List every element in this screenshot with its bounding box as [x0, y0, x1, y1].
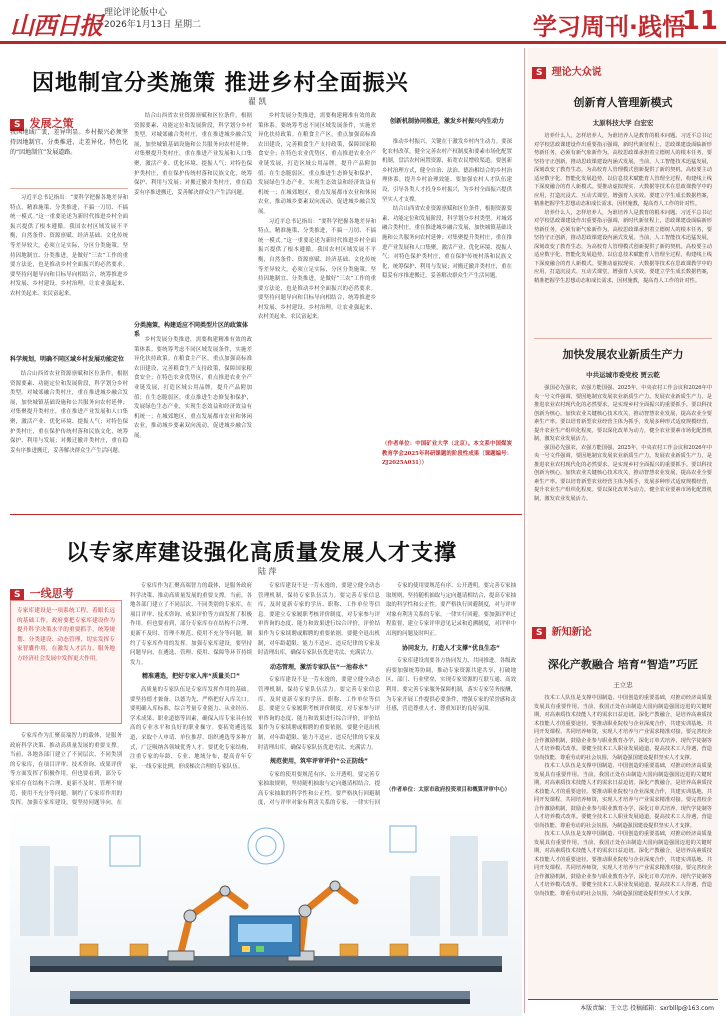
- editor-footer: 本版责编：王立忠 投稿邮箱：sxrblllp@163.com: [528, 999, 718, 1013]
- sidebar-column: [528, 48, 718, 1013]
- article2-body1b: [130, 582, 252, 804]
- article2-body1: [10, 732, 122, 807]
- article2-label-text: 一线思考: [29, 587, 74, 600]
- right-label-2-text: 新知新论: [551, 627, 592, 638]
- main-column: [10, 48, 522, 1013]
- masthead: [0, 0, 726, 44]
- article1-sub3: 创新机制协同推进，激发乡村振兴内生动力: [389, 118, 504, 125]
- meta-line-2: 2026年1月13日 星期二: [104, 20, 201, 30]
- article2-section-label: [10, 582, 74, 601]
- article1-body2b: [134, 112, 252, 312]
- article1-note: （作者单位：中国矿业大学（北京）。本文系中国煤炭教育学会2025年科研课题的阶段性成果〔课题编号：ZJ2025A031〕）: [382, 441, 512, 467]
- right-section-label-2: [532, 620, 592, 639]
- column-divider: [524, 48, 525, 1013]
- paragraph: 结合山西省农业资源禀赋和区位条件，根据资源要素、功能定位和发展阶段，科学划分乡村类型。对城郊融合类村庄，重在推进城乡融合发展，加快城镇基础设施和公共服务向农村延伸；对集聚提升类村庄，重在推进产业发展和人口集聚，激活产业、优化环境、提振人气；对特色保护类村庄，重在保护传统村落和民族文化，统筹保护、利用与发展；对搬迁撤并类村庄，重在稳妥有序推进搬迁，妥善解决群众生产生活问题。: [134, 113, 252, 196]
- s-badge-icon: S: [532, 67, 546, 79]
- article2-sub4: 协同发力，打造人才支撑“优良生态”: [402, 644, 500, 652]
- right-section-label-1: [532, 60, 602, 79]
- paragraph: 专家的使用要规范有序、公开透明。要完善专家抽取规则，坚持随机抽取与定向邀请相结合，提高专家抽取的科学性和公正性。要严格执行回避制度，对与评审对象有利害关系的专家，一律实行回: [258, 771, 380, 807]
- right-article3-body: [534, 694, 712, 994]
- editor-note-text: 专家库建设是一项系统工程，着眼长远的基础工作。政府要把专家库建设作为提升科学决策水平的重要抓手，统筹规划、分类建设、动态管理，切实发挥专家智囊作用，在激发人才活力、服务地方经济社会发展中发挥更大作用。: [17, 608, 115, 662]
- right-article2-author: 中共运城市委党校 贾云乾: [586, 371, 660, 379]
- paragraph: 结合山西省农业资源禀赋和区位条件，根据资源要素、功能定位和发展阶段，科学划分乡村类型。对城郊融合类村庄，重在推进城乡融合发展，加快城镇基础设施和公共服务向农村延伸；对集聚提升类村庄，重在推进产业发展和人口集聚，激活产业、优化环境、提振人气；对特色保护类村庄，重在保护传统村落和民族文化，统筹保护、利用与发展；对搬迁撤并类村庄，重在稳妥有序推进搬迁，妥善解决群众生产生活问题。: [10, 371, 128, 454]
- divider: [534, 338, 712, 339]
- article1-author: 翟 凯: [248, 97, 267, 106]
- s-badge-icon: S: [532, 627, 546, 639]
- right-article1-body: [534, 132, 712, 332]
- paragraph: 推动乡村振兴，关键在于激发乡村内生动力。要深化农村改革，健全完善农村产权制度和要素市场化配置机制，盘活农村闲置资源，拓宽农民增收渠道。要创新乡村治理方式，健全自治、法治、德治相结合的乡村治理体系，提升乡村治理效能。要加强农村人才队伍建设，引导各类人才投身乡村振兴，为乡村全面振兴提供坚实人才支撑。: [382, 139, 512, 203]
- article1-sub1: 科学规划，明确不同区域乡村发展功能定位: [10, 356, 125, 363]
- article2-body3: [386, 582, 516, 782]
- article2-author: 陆 萍: [258, 567, 277, 576]
- paragraph: 习近平总书记指出：“要科学把握各地差异和特点，精准施策、分类推进，不搞一刀切、不搞统一模式。”这一重要论述为新时代推进乡村全面振兴提供了根本遵循。我国农村区域发展不平衡，自然条件、资源禀赋、经济基础、文化传统等差异较大，必须立足实际，分区分类施策。坚持因地制宜、分类推进，是做好“三农”工作的重要方法论，也是推动乡村全面振兴的必然要求。要坚持问题导向和目标导向相结合，统筹推进乡村发展、乡村建设、乡村治理，让农业强起来、农村美起来、农民富起来。: [258, 218, 376, 321]
- paragraph: 乡村发展分类推进，需要构建精准有效的政策体系。要统筹考虑不同区域发展条件，实施差异化扶持政策。在粮食主产区，重点加强高标准农田建设，完善粮食生产支持政策，保障国家粮食安全；在特色农业优势区，重点推进农业全产业链发展，打造区域公用品牌，提升产品附加值；在生态脆弱区，重点推进生态修复和保护，发展绿色生态产业，实现生态效益和经济效益有机统一；在城郊地区，重点发展都市农业和休闲农业，推动城乡要素双向流动，促进城乡融合发展。: [258, 113, 376, 215]
- s-badge-icon: S: [10, 589, 24, 601]
- article2-sub3: 规范使用，筑牢评审评价“公正防线”: [270, 758, 368, 766]
- article1-body4: [382, 138, 512, 438]
- divider: [10, 188, 128, 189]
- paragraph: 强国必先强农，农强方能国强。2025年，中央农村工作会议和2026年中央一号文件强调，要因地制宜发展农业新质生产力。发展农业新质生产力，是推进农业农村现代化的必然要求，是实现乡村全面振兴的重要抓手。要以科技创新为核心，加快农业关键核心技术攻关，推动智慧农业发展，提高农业全要素生产率。要以培育新型农业经营主体为抓手，发展多种形式适度规模经营，提升农业生产组织化程度。要以深化改革为动力，健全农业要素市场化配置机制，激发农业发展活力。: [534, 444, 712, 502]
- paragraph: 专家库作为汇聚高端智力的载体，是服务政府科学决策、推动高质量发展的重要支撑。当前，各地各部门建立了不同层次、不同类别的专家库，在项目评审、技术咨询、成果评价等方面发挥了积极作用。但也要看到，部分专家库存在结构不合理、更新不及时、管理不规范、使用不充分等问题，制约了专家库作用的发挥。加强专家库建设，要坚持问题导向，在: [10, 733, 122, 807]
- article1-body3: [134, 336, 252, 508]
- article2-note: （作者单位：太原市政府投资项目和概算评审中心）: [386, 787, 510, 793]
- paragraph: 专家库建设不是一劳永逸的，要建立健全动态管理机制，保持专家队伍活力。要完善专家信息库，及时更新专家的学历、职称、工作单位等信息。要建立专家履职考核评价制度，对专家参与评审咨询的态度、能力和效果进行综合评价，评价结果作为专家续聘或解聘的重要依据。要健全退出机制，对年龄超限、能力不适应、违反纪律的专家及时清理出库，确保专家队伍优进劣汰、充满活力。: [258, 583, 380, 657]
- article2-body2: [258, 582, 380, 807]
- right-label-1-text: 理论大众说: [551, 67, 602, 78]
- issue-meta: [104, 7, 201, 31]
- paragraph: 培养什么人，怎样培养人，为谁培养人是教育的根本问题。习近平总书记对学校思政课建设作出重要指示强调，新时代新征程上，思政课建设面临新形势新任务，必须有新气象新作为。高校思政课承担着立德树人的根本任务，要坚持守正创新，推动思政课建设内涵式发展。当前，人工智能技术迅猛发展，深刻改变了教育生态，为高校育人管理模式创新提供了新的契机。高校要主动适应数字化、智能化发展趋势，以信息技术赋能育人管理全过程，构建线上线下深度融合的育人新模式。要推动虚拟现实、大数据等技术在思政课教学中的应用，打造沉浸式、互动式课堂，增强育人实效。要建立学生成长数据档案，精准把握学生思想动态和成长需求，因材施教，提高育人工作的针对性。: [534, 133, 712, 207]
- right-article2-title: 加快发展农业新质生产力: [562, 348, 684, 361]
- paragraph: 专家库建设不是一劳永逸的，要建立健全动态管理机制，保持专家队伍活力。要完善专家信息库，及时更新专家的学历、职称、工作单位等信息。要建立专家履职考核评价制度，对专家参与评审咨询的态度、能力和效果进行综合评价，评价结果作为专家续聘或解聘的重要依据。要健全退出机制，对年龄超限、能力不适应、违反纪律的专家及时清理出库，确保专家队伍优进劣汰、充满活力。: [258, 677, 380, 751]
- article-divider: [10, 514, 522, 515]
- paragraph: 乡村发展分类推进，需要构建精准有效的政策体系。要统筹考虑不同区域发展条件，实施差异化扶持政策。在粮食主产区，重点加强高标准农田建设，完善粮食生产支持政策，保障国家粮食安全；在特色农业优势区，重点推进农业全产业链发展，打造区域公用品牌，提升产品附加值；在生态脆弱区，重点推进生态修复和保护，发展绿色生态产业，实现生态效益和经济效益有机统一；在城郊地区，重点发展都市农业和休闲农业，推动城乡要素双向流动，促进城乡融合发展。: [134, 337, 252, 439]
- article1-body3b: [258, 112, 376, 508]
- article1-title: 因地制宜分类施策 推进乡村全面振兴: [32, 71, 409, 96]
- editor-note-box: [10, 600, 122, 724]
- section-title: 学习周刊·践悟: [532, 13, 686, 41]
- paragraph: 高质量的专家队伍是专家库发挥作用的基础。要坚持德才兼备、以德为先，严格把好入库关口。要明确入库标准，综合考量专业能力、从业经历、学术成果、职业道德等因素，确保入库专家具有较高的专业水平和良好的职业操守。要拓宽遴选渠道，采取个人申请、单位推荐、组织遴选等多种方式，广泛吸纳各领域优秀人才。要优化专家结构，注重专家的年龄、专业、地域分布，提高青年专家、一线专家比例，形成梯次合理的专家队伍。: [130, 686, 252, 770]
- newspaper-logo: 山西日报: [10, 11, 102, 40]
- article2-sub2: 动态管理，激活专家队伍“一池春水”: [270, 663, 368, 671]
- paragraph: 专家库作为汇聚高端智力的载体，是服务政府科学决策、推动高质量发展的重要支撑。当前，各地各部门建立了不同层次、不同类别的专家库，在项目评审、技术咨询、成果评价等方面发挥了积极作用。但也要看到，部分专家库存在结构不合理、更新不及时、管理不规范、使用不充分等问题，制约了专家库作用的发挥。加强专家库建设，要坚持问题导向，在遴选、管理、使用、保障等环节持续发力。: [130, 583, 252, 666]
- article2-sub1: 精准遴选，把好专家入库“质量关口”: [142, 673, 240, 681]
- paragraph: 技术工人队伍是支撑中国制造、中国创造的重要基础，对推动经济高质量发展具有重要作用。当前，我国正处在由制造大国向制造强国迈进的关键时期，对高素质技术技能人才的需求日益迫切。深化产教融合，是培养高素质技术技能人才的重要途径。要推动职业院校与企业深度合作，共建实训基地、共同开发课程、共同培养师资，实现人才培养与产业需求精准对接。要完善校企合作激励机制，鼓励企业参与职业教育办学，深化订单式培养、现代学徒制等人才培养模式改革。要健全技术工人职业发展通道，提高技术工人待遇，营造崇尚技能、尊重劳动的社会氛围，为制造强国建设提供坚实人才支撑。: [534, 831, 712, 897]
- meta-line-1: 理论评论版中心: [104, 8, 168, 18]
- paragraph: 培养什么人，怎样培养人，为谁培养人是教育的根本问题。习近平总书记对学校思政课建设作出重要指示强调，新时代新征程上，思政课建设面临新形势新任务，必须有新气象新作为。高校思政课承担着立德树人的根本任务，要坚持守正创新，推动思政课建设内涵式发展。当前，人工智能技术迅猛发展，深刻改变了教育生态，为高校育人管理模式创新提供了新的契机。高校要主动适应数字化、智能化发展趋势，以信息技术赋能育人管理全过程，构建线上线下深度融合的育人新模式。要推动虚拟现实、大数据等技术在思政课教学中的应用，打造沉浸式、互动式课堂，增强育人实效。要建立学生成长数据档案，精准把握学生思想动态和成长需求，因材施教，提高育人工作的针对性。: [534, 209, 712, 284]
- paragraph: 技术工人队伍是支撑中国制造、中国创造的重要基础，对推动经济高质量发展具有重要作用。当前，我国正处在由制造大国向制造强国迈进的关键时期，对高素质技术技能人才的需求日益迫切。深化产教融合，是培养高素质技术技能人才的重要途径。要推动职业院校与企业深度合作，共建实训基地、共同开发课程、共同培养师资，实现人才培养与产业需求精准对接。要完善校企合作激励机制，鼓励企业参与职业教育办学，深化订单式培养、现代学徒制等人才培养模式改革。要健全技术工人职业发展通道，提高技术工人待遇，营造崇尚技能、尊重劳动的社会氛围，为制造强国建设提供坚实人才支撑。: [534, 695, 712, 761]
- right-article1-title: 创新育人管理新模式: [573, 96, 673, 109]
- paragraph: 强国必先强农，农强方能国强。2025年，中央农村工作会议和2026年中央一号文件强调，要因地制宜发展农业新质生产力。发展农业新质生产力，是推进农业农村现代化的必然要求，是实现乡村全面振兴的重要抓手。要以科技创新为核心，加快农业关键核心技术攻关，推动智慧农业发展，提高农业全要素生产率。要以培育新型农业经营主体为抓手，发展多种形式适度规模经营，提升农业生产组织化程度。要以深化改革为动力，健全农业要素市场化配置机制，激发农业发展活力。: [534, 385, 712, 442]
- right-article1-author: 太原科技大学 白宏宏: [592, 119, 654, 127]
- right-article2-body: [534, 384, 712, 604]
- paragraph: 结合山西省农业资源禀赋和区位条件，根据资源要素、功能定位和发展阶段，科学划分乡村类型。对城郊融合类村庄，重在推进城乡融合发展，加快城镇基础设施和公共服务向农村延伸；对集聚提升类村庄，重在推进产业发展和人口集聚，激活产业、优化环境、提振人气；对特色保护类村庄，重在保护传统村落和民族文化，统筹保护、利用与发展；对搬迁撤并类村庄，重在稳妥有序推进搬迁，妥善解决群众生产生活问题。: [382, 206, 512, 280]
- right-article3-author: 王立忠: [613, 681, 633, 689]
- paragraph: 专家的使用要规范有序、公开透明。要完善专家抽取规则，坚持随机抽取与定向邀请相结合，提高专家抽取的科学性和公正性。要严格执行回避制度，对与评审对象有利害关系的专家，一律实行回避。要加强评审过程监督，建立专家评审意见记录和追溯制度，对评审中出现的问题及时纠正。: [386, 583, 516, 637]
- paragraph: 专家库建设需要各方协同发力、共同推进。各级政府要加强统筹协调，推动专家资源共建共享，打破地区、部门、行业壁垒，实现专家资源的互联互通、高效利用。要完善专家服务保障机制，落实专家劳务报酬，为专家开展工作提供必要条件，增强专家的荣誉感和责任感，营造尊重人才、尊重知识的良好氛围。: [386, 658, 516, 713]
- article1-body2: [10, 370, 128, 508]
- article1-lead: 我国地域广袤，差异明显。乡村振兴必须坚持因地制宜、分类推进，走差异化、特色化的“因地制宜”发展道路。: [10, 129, 128, 156]
- paragraph: 技术工人队伍是支撑中国制造、中国创造的重要基础，对推动经济高质量发展具有重要作用。当前，我国正处在由制造大国向制造强国迈进的关键时期，对高素质技术技能人才的需求日益迫切。深化产教融合，是培养高素质技术技能人才的重要途径。要推动职业院校与企业深度合作，共建实训基地、共同开发课程、共同培养师资，实现人才培养与产业需求精准对接。要完善校企合作激励机制，鼓励企业参与职业教育办学，深化订单式培养、现代学徒制等人才培养模式改革。要健全技术工人职业发展通道，提高技术工人待遇，营造崇尚技能、尊重劳动的社会氛围，为制造强国建设提供坚实人才支撑。: [534, 763, 712, 829]
- page-number: 11: [681, 6, 718, 36]
- article1-sub2: 分类施策，构建适应不同类型片区的政策体系: [134, 322, 249, 338]
- smart-factory-illustration: [10, 806, 522, 1016]
- right-article3-title: 深化产教融合 培育“智造”巧匠: [547, 658, 699, 671]
- article2-title: 以专家库建设强化高质量发展人才支撑: [66, 541, 458, 566]
- article1-label-text: 发展之策: [29, 117, 74, 130]
- paragraph: 习近平总书记指出：“要科学把握各地差异和特点，精准施策、分类推进，不搞一刀切、不搞统一模式。”这一重要论述为新时代推进乡村全面振兴提供了根本遵循。我国农村区域发展不平衡，自然条件、资源禀赋、经济基础、文化传统等差异较大，必须立足实际，分区分类施策。坚持因地制宜、分类推进，是做好“三农”工作的重要方法论，也是推动乡村全面振兴的必然要求。要坚持问题导向和目标导向相结合，统筹推进乡村发展、乡村建设、乡村治理，让农业强起来、农村美起来、农民富起来。: [10, 195, 128, 297]
- s-badge-icon: S: [10, 119, 24, 131]
